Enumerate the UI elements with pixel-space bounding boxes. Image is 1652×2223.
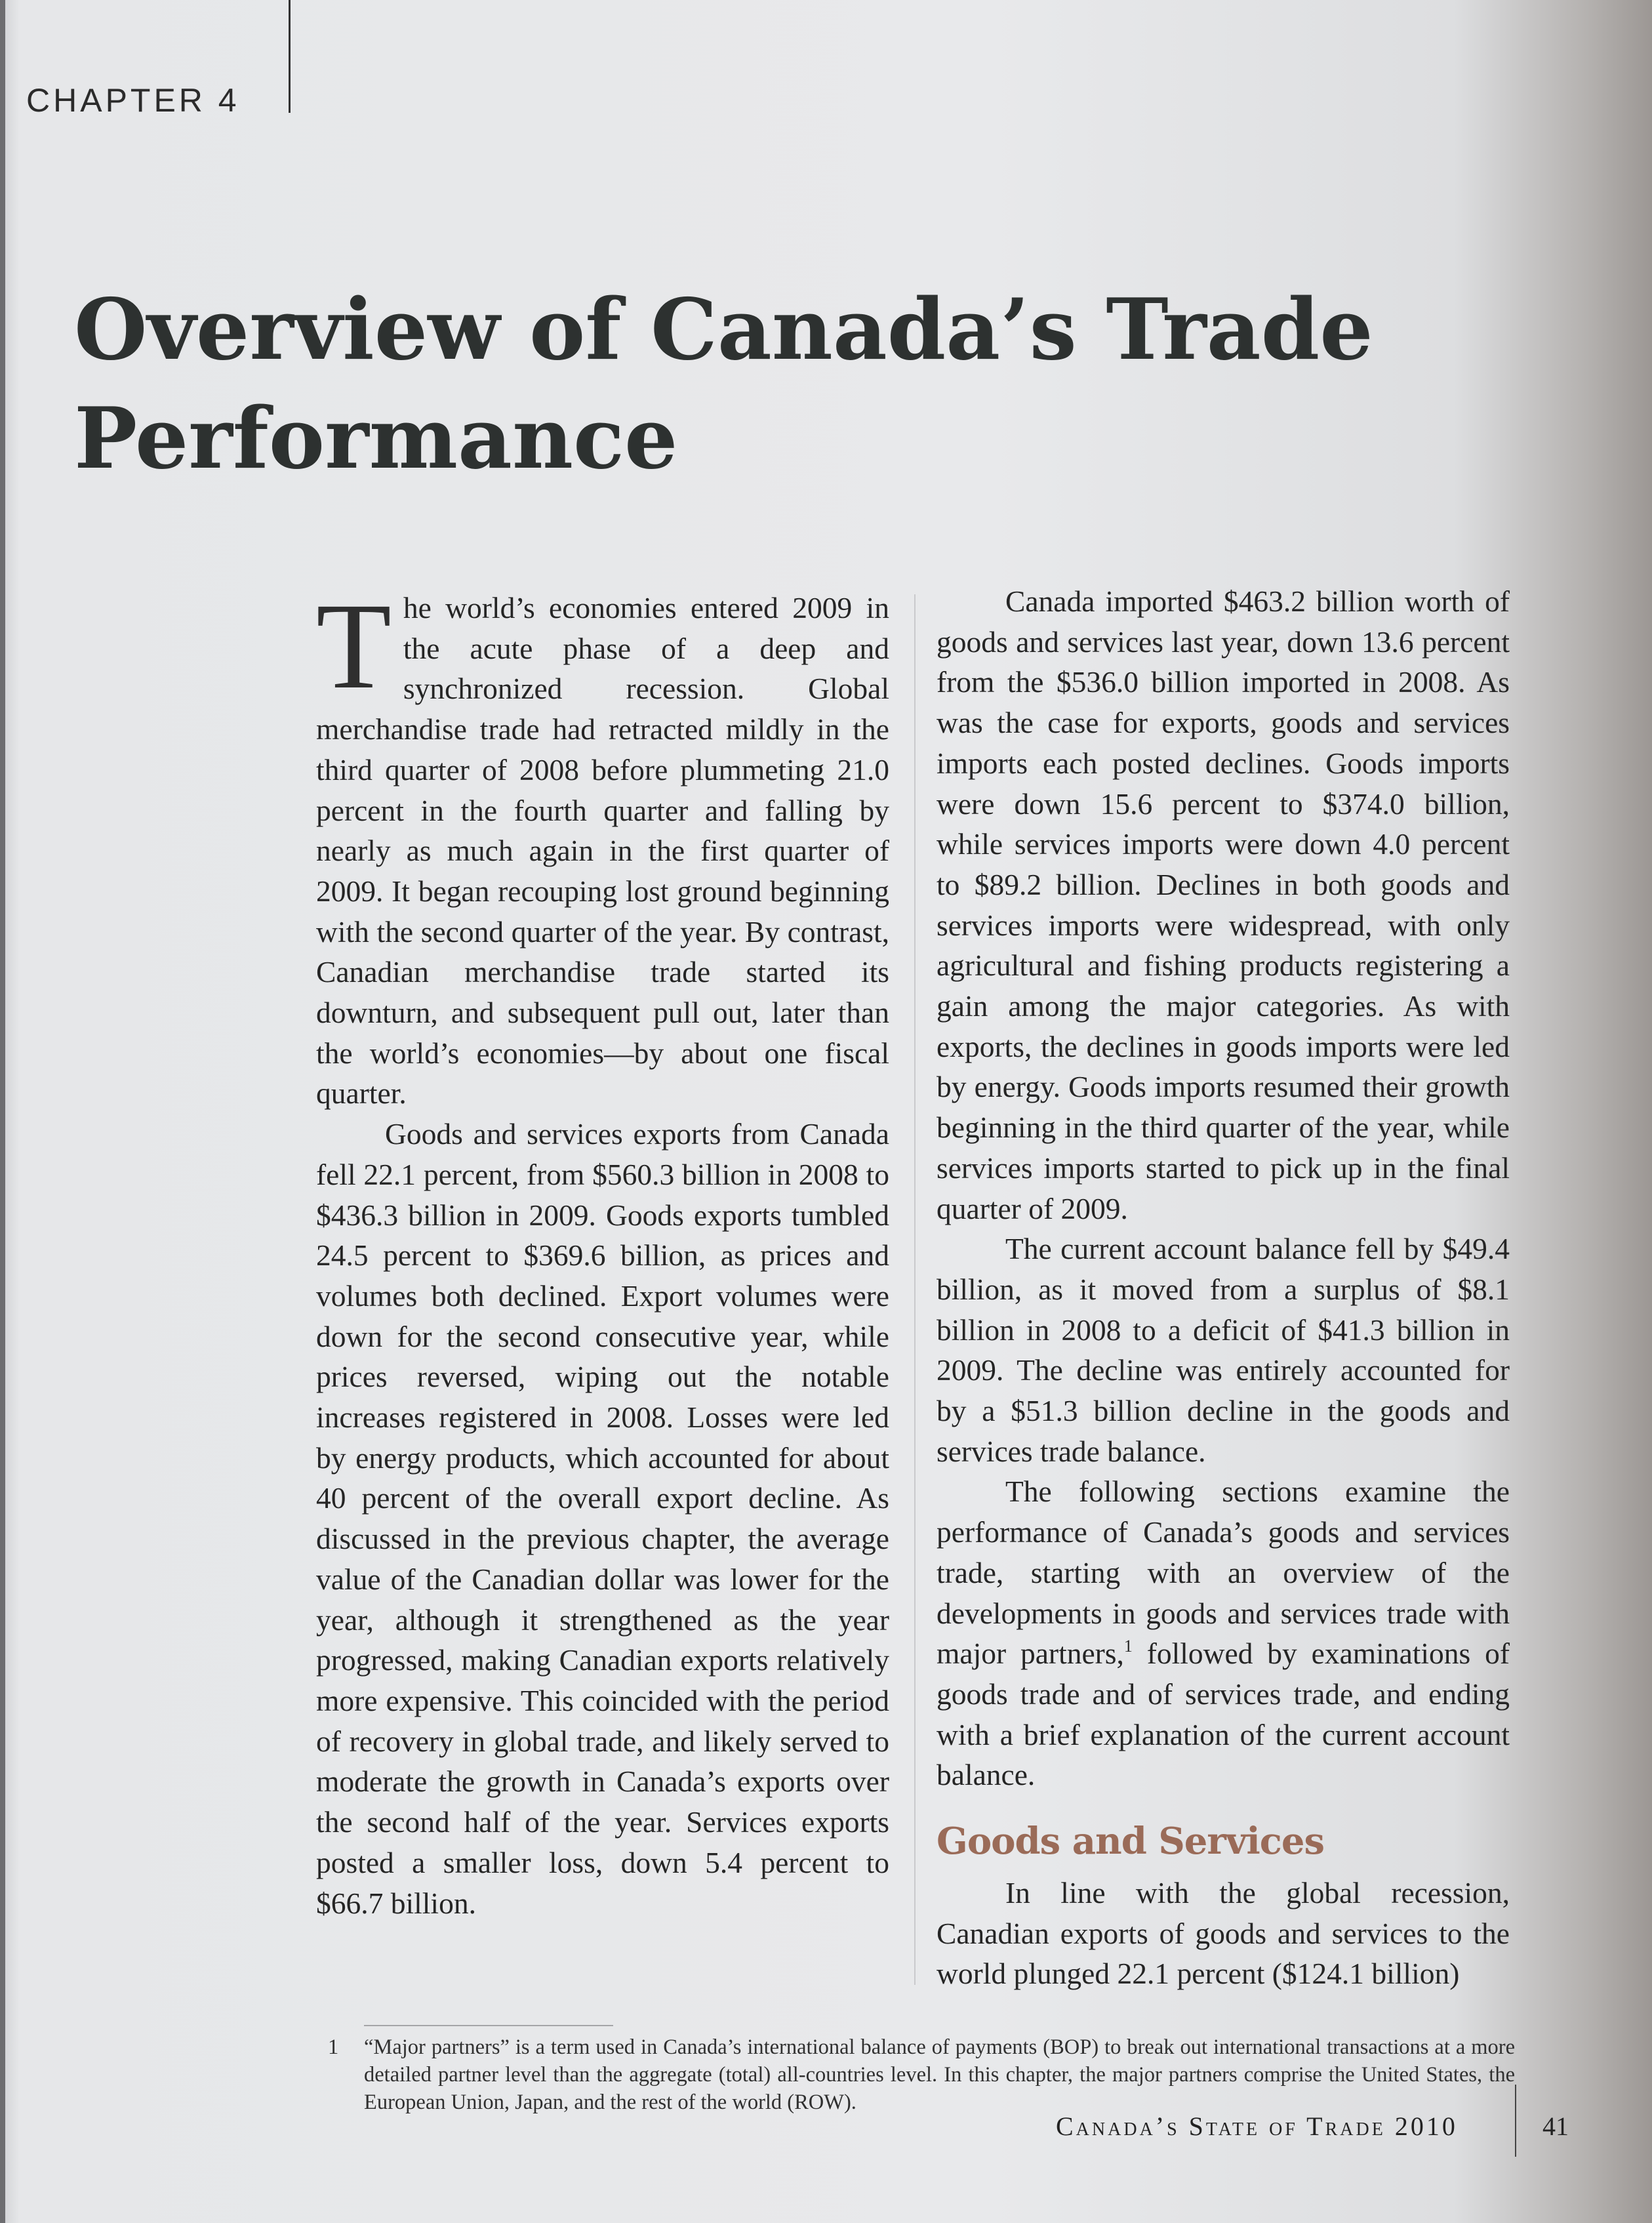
goods-services-paragraph: In line with the global recession, Canadian exports of goods and services to the world plunged 22.1 percent ($124.1 billion)	[937, 1875, 1510, 1991]
current-account-paragraph: The current account balance fell by $49.4 billion, as it moved from a surplus of $8.1 billion in 2008 to a deficit of $41.3 billion in 2009. The decline was entirely accounted for by a $51.3 billion decline in the goods and services trade balance.	[937, 1232, 1510, 1468]
footnote-text: “Major partners” is a term used in Canada’s international balance of payments (BOP) to break out international transactions at a more detailed partner level than the aggregate (total) all-countries level. In this chapter, the major partners comprise the United States, the European Union, Japan, and the rest of the world (ROW).	[364, 2035, 1515, 2114]
chapter-label: CHAPTER 4	[26, 82, 240, 119]
sections-overview-text-cont: followed by examinations of goods trade and of services trade, and ending with a brief explanation of the current account balance.	[937, 1637, 1510, 1792]
intro-paragraph-text: he world’s economies entered 2009 in the acute phase of a deep and synchronized recession. Global merchandise trade had retracted mildly in the third quarter of 2008 before plummeting 21.0 percent in the fourth quarter and falling by nearly as much again in the first quarter of 2009. It began recouping lost ground beginning with the second quarter of the year. By contrast, Canadian merchandise trade started its downturn, and subsequent pull out, later than the world’s economies—by about one fiscal quarter.	[316, 591, 889, 1111]
intro-paragraph	[316, 577, 889, 1114]
sections-overview-text: The following sections examine the performance of Canada’s goods and services trade, starting with an overview of the developments in goods and services trade with major partners,	[937, 1475, 1510, 1671]
footnote-rule	[364, 2025, 613, 2026]
imports-paragraph: Canada imported $463.2 billion worth of goods and services last year, down 13.6 percent from the $536.0 billion imported in 2008. As was the case for exports, goods and services imports each posted declines. Goods imports were down 15.6 percent to $374.0 billion, while services imports were down 4.0 percent to $89.2 billion. Declines in both goods and services imports were widespread, with only agricultural and fishing products registering a gain among the major categories. As with exports, the declines in goods imports were led by energy. Goods imports resumed their growth beginning in the third quarter of the year, while services imports started to pick up in the final quarter of 2009.	[937, 584, 1510, 1225]
running-footer-title: Canada’s State of Trade 2010	[1056, 2111, 1458, 2141]
sections-overview-paragraph	[937, 1471, 1510, 1795]
footnote-number: 1	[328, 2035, 339, 2059]
section-heading-goods-and-services: Goods and Services	[937, 1820, 1324, 1864]
drop-cap: T	[316, 577, 392, 714]
column-divider	[914, 594, 916, 1985]
footer-divider-rule	[1515, 2085, 1516, 2157]
page-title: Overview of Canada’s Trade Performance	[74, 281, 1373, 488]
left-column	[316, 577, 889, 1923]
page-edge-shadow	[0, 0, 5, 2223]
chapter-divider-rule	[289, 0, 291, 113]
page-number: 41	[1542, 2111, 1569, 2141]
footnote-reference[interactable]: 1	[1123, 1637, 1133, 1656]
right-column	[937, 581, 1510, 1994]
footnote	[328, 2033, 1515, 2116]
exports-paragraph: Goods and services exports from Canada fell 22.1 percent, from $560.3 billion in 2008 to $436.3 billion in 2009. Goods exports tumbled 24.5 percent to $369.6 billion, as prices and volumes both declined. Export volumes were down for the second consecutive year, while prices reversed, wiping out the notable increases registered in 2008. Losses were led by energy products, which accounted for about 40 percent of the overall export decline. As discussed in the previous chapter, the average value of the Canadian dollar was lower for the year, although it strengthened as the year progressed, making Canadian exports relatively more expensive. This coincided with the period of recovery in global trade, and likely served to moderate the growth in Canada’s exports over the second half of the year. Services exports posted a smaller loss, down 5.4 percent to $66.7 billion.	[316, 1117, 889, 1920]
